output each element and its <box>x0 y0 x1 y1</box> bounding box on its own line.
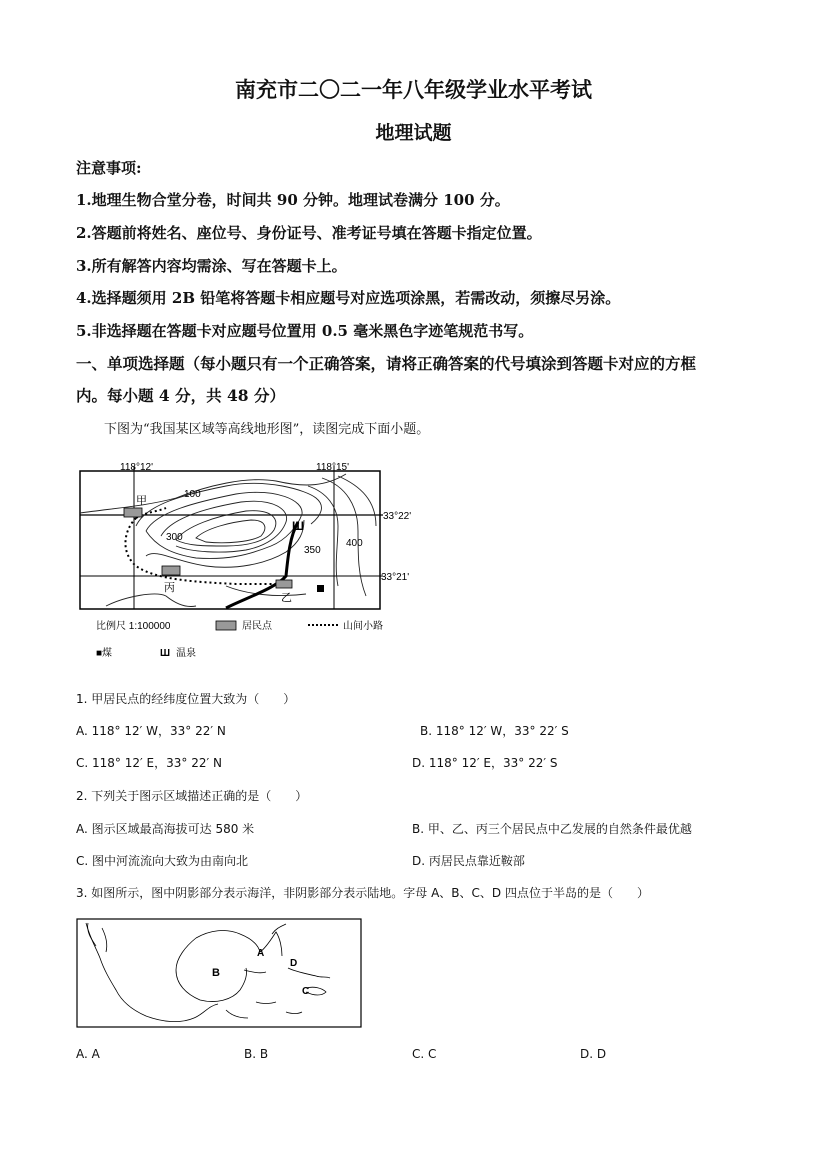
q1-option-b[interactable]: B. 118° 12′ W，33° 22′ S <box>420 724 569 738</box>
q3-option-b[interactable]: B. B <box>244 1047 269 1061</box>
map-point-b: B <box>212 967 220 979</box>
label-yi: 乙 <box>281 592 292 604</box>
q2-option-d[interactable]: D. 丙居民点靠近鞍部 <box>412 854 525 868</box>
contour-label-300: 300 <box>166 532 183 543</box>
q1-option-d[interactable]: D. 118° 12′ E，33° 22′ S <box>412 756 558 770</box>
legend-spring-icon: Ш <box>160 648 171 659</box>
section-heading-line1: 一、单项选择题（每小题只有一个正确答案，请将正确答案的代号填涂到答题卡对应的方框 <box>76 354 697 373</box>
notice-item: 5.非选择题在答题卡对应题号位置用 0.5 毫米黑色字迹笔规范书写。 <box>76 322 534 340</box>
lon-label-2: 118°15' <box>316 462 349 473</box>
map-point-c: C <box>302 986 310 997</box>
legend-scale: 比例尺 1:100000 <box>96 621 171 632</box>
notice-item: 4.选择题须用 2B 铅笔将答题卡相应题号对应选项涂黑，若需改动，须擦尽另涂。 <box>76 289 621 307</box>
contour-map <box>76 456 416 666</box>
legend-path: 山间小路 <box>343 621 383 632</box>
contour-label-100: 100 <box>184 489 201 500</box>
region-map <box>76 918 362 1028</box>
question-3-stem: 3. 如图所示，图中阴影部分表示海洋，非阴影部分表示陆地。字母 A、B、C、D 四点位于半岛的是（ ） <box>76 886 649 900</box>
lat-label-1: 33°22' <box>383 511 412 522</box>
notice-item: 3.所有解答内容均需涂、写在答题卡上。 <box>76 257 347 275</box>
question-1-stem: 1. 甲居民点的经纬度位置大致为（ ） <box>76 692 296 706</box>
notice-heading: 注意事项: <box>76 159 142 177</box>
hot-spring-icon: Ш <box>292 519 305 533</box>
question-intro: 下图为“我国某区域等高线地形图”，读图完成下面小题。 <box>104 422 430 437</box>
q2-option-a[interactable]: A. 图示区域最高海拔可达 580 米 <box>76 822 255 836</box>
settlement-bing <box>162 566 180 575</box>
notice-item: 1.地理生物合堂分卷，时间共 90 分钟。地理试卷满分 100 分。 <box>76 191 510 209</box>
notice-item: 2.答题前将姓名、座位号、身份证号、准考证号填在答题卡指定位置。 <box>76 224 542 242</box>
map-point-a: A <box>257 948 265 959</box>
question-2-stem: 2. 下列关于图示区域描述正确的是（ ） <box>76 789 308 803</box>
settlement-jia <box>124 508 142 517</box>
coal-icon <box>317 585 324 592</box>
legend-coal: ■煤 <box>96 648 113 659</box>
q1-option-c[interactable]: C. 118° 12′ E，33° 22′ N <box>76 756 222 770</box>
lon-label-1: 118°12' <box>120 462 153 473</box>
page-subtitle: 地理试题 <box>375 122 452 144</box>
section-heading-line2: 内。每小题 4 分，共 48 分） <box>76 386 285 405</box>
lat-label-2: 33°21' <box>381 572 410 583</box>
legend-spring: 温泉 <box>176 648 196 659</box>
q2-option-b[interactable]: B. 甲、乙、丙三个居民点中乙发展的自然条件最优越 <box>412 822 692 836</box>
settlement-yi <box>276 580 292 588</box>
contour-label-350: 350 <box>304 545 321 556</box>
q3-option-c[interactable]: C. C <box>412 1047 437 1061</box>
contour-label-400: 400 <box>346 538 363 549</box>
q3-option-d[interactable]: D. D <box>580 1047 607 1061</box>
label-bing: 丙 <box>164 582 175 594</box>
legend-settlement: 居民点 <box>242 621 272 632</box>
q3-option-a[interactable]: A. A <box>76 1047 100 1061</box>
label-jia: 甲 <box>136 495 147 507</box>
page-title: 南充市二〇二一年八年级学业水平考试 <box>235 77 592 102</box>
q2-option-c[interactable]: C. 图中河流流向大致为由南向北 <box>76 854 249 868</box>
map-point-d: D <box>290 958 298 969</box>
q1-option-a[interactable]: A. 118° 12′ W，33° 22′ N <box>76 724 226 738</box>
